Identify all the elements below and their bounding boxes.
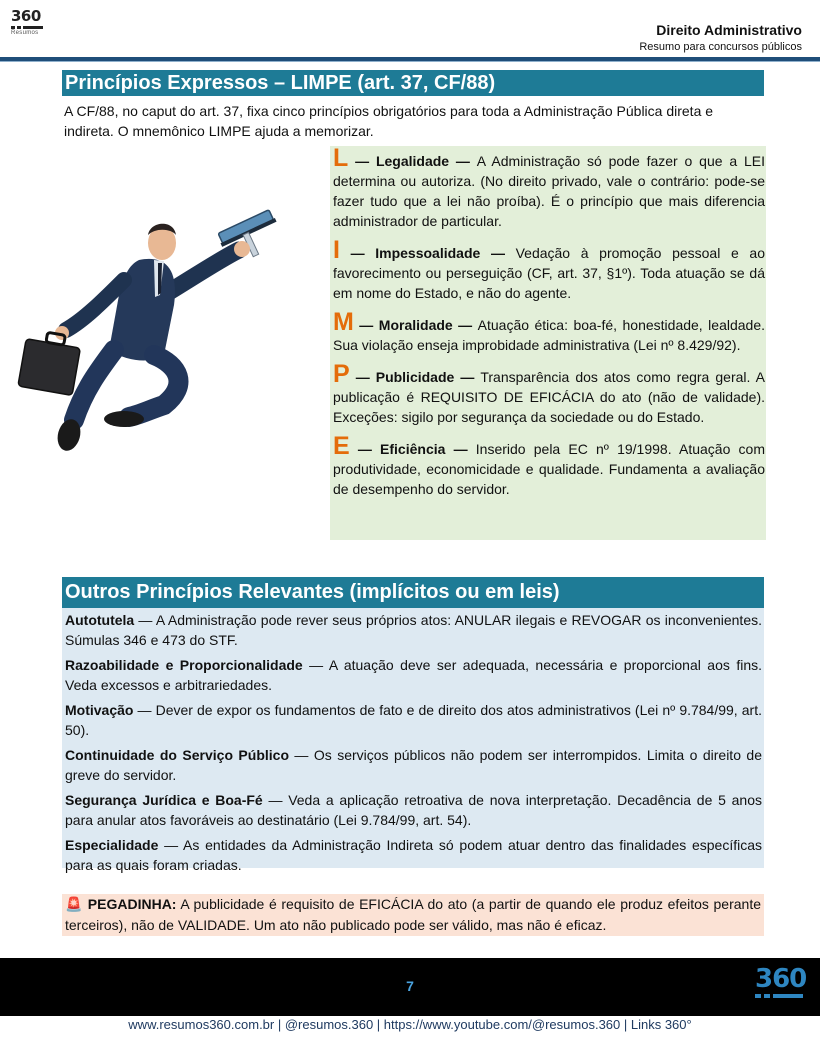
principio-label: Continuidade do Serviço Público: [65, 747, 289, 763]
principio-especialidade: [65, 835, 762, 875]
logo-number: 360: [11, 7, 41, 25]
limpe-text: A Administração só pode fazer o que a LEI determina ou autoriza. (No direito privado, vale o contrário: pode-se fazer tudo que a lei não proíba). É o princípio que mais diferencia administrador de particular.: [333, 153, 765, 229]
footer-logo-dots-icon: [755, 994, 807, 998]
logo-subtitle: Resumos: [11, 30, 39, 36]
pegadinha-label: PEGADINHA:: [87, 896, 177, 912]
limpe-item-impessoalidade: [333, 236, 765, 303]
principio-text: — Dever de expor os fundamentos de fato e de direito dos atos administrativos (Lei nº 9.784/99, art. 50).: [65, 702, 762, 738]
header-subtitle: Resumo para concursos públicos: [639, 41, 802, 53]
principio-text: — Veda a aplicação retroativa de nova interpretação. Decadência de 5 anos para anular atos favoráveis ao destinatário (Lei 9.784/99, art. 54).: [65, 792, 762, 828]
limpe-letter: P: [333, 360, 350, 388]
principio-continuidade: [65, 745, 762, 785]
principio-label: Razoabilidade e Proporcionalidade: [65, 657, 303, 673]
principio-text: — Os serviços públicos não podem ser interrompidos. Limita o direito de greve do servidor.: [65, 747, 762, 783]
limpe-letter: I: [333, 236, 340, 264]
principio-label: Motivação: [65, 702, 134, 718]
limpe-label: — Eficiência —: [349, 441, 476, 457]
footer-logo-number: 360: [755, 964, 807, 994]
limpe-item-legalidade: [333, 144, 765, 231]
principio-label: Autotutela: [65, 612, 135, 628]
principio-autotutela: [65, 610, 762, 650]
section-title-limpe: Princípios Expressos – LIMPE (art. 37, CF/88): [62, 70, 764, 96]
principio-seguranca-juridica: [65, 790, 762, 830]
limpe-item-publicidade: [333, 360, 765, 427]
limpe-label: — Legalidade —: [348, 153, 477, 169]
limpe-text: Transparência dos atos como regra geral. A publicação é REQUISITO DE EFICÁCIA do ato (não de validade). Exceções: sigilo por segurança da sociedade ou do Estado.: [333, 369, 765, 425]
limpe-text: Vedação à promoção pessoal e ao favorecimento ou perseguição (CF, art. 37, §1º). Toda atuação se dá em nome do Estado, e não do agente.: [333, 245, 765, 301]
businessman-with-briefcase-and-squeegee-icon: [14, 205, 314, 470]
principio-text: — A Administração pode rever seus próprios atos: ANULAR ilegais e REVOGAR os inconvenientes. Súmulas 346 e 473 do STF.: [65, 612, 762, 648]
page-number: 7: [406, 978, 414, 994]
limpe-text: Inserido pela EC nº 19/1998. Atuação com produtividade, economicidade e qualidade. Fundamenta a avaliação de desempenho do servidor.: [333, 441, 765, 497]
limpe-label: — Moralidade —: [353, 317, 478, 333]
principio-text: — As entidades da Administração Indireta só podem atuar dentro das finalidades específicas para as quais foram criadas.: [65, 837, 762, 873]
header-divider-thin: [0, 61, 820, 62]
principio-text: — A atuação deve ser adequada, necessária e proporcional aos fins. Veda excessos e arbitrariedades.: [65, 657, 762, 693]
limpe-item-eficiencia: [333, 432, 765, 499]
header-title: Direito Administrativo: [656, 22, 802, 38]
limpe-text: Atuação ética: boa-fé, honestidade, lealdade. Sua violação enseja improbidade administrativa (Lei nº 8.429/92).: [333, 317, 765, 353]
limpe-letter: M: [333, 308, 354, 336]
pegadinha-callout: [62, 894, 764, 936]
resumos360-logo: [11, 8, 45, 40]
footer-links[interactable]: www.resumos360.com.br | @resumos.360 | https://www.youtube.com/@resumos.360 | Links 360°: [128, 1017, 692, 1032]
siren-icon: 🚨: [65, 896, 84, 912]
limpe-intro: A CF/88, no caput do art. 37, fixa cinco princípios obrigatórios para toda a Administração Pública direta e indireta. O mnemônico LIMPE ajuda a memorizar.: [64, 103, 714, 139]
section-title-outros: Outros Princípios Relevantes (implícitos ou em leis): [62, 577, 764, 608]
principio-motivacao: [65, 700, 762, 740]
pegadinha-text: A publicidade é requisito de EFICÁCIA do ato (a partir de quando ele produz efeitos perante terceiros), não de VALIDADE. Um ato não publicado pode ser válido, mas não é eficaz.: [65, 896, 761, 933]
footer-logo: [755, 966, 807, 1006]
page-footer: [0, 958, 820, 1016]
outros-principios-box: [62, 608, 764, 873]
limpe-item-moralidade: [333, 308, 765, 355]
page-header: [0, 0, 820, 62]
principio-label: Especialidade: [65, 837, 159, 853]
limpe-box: [330, 146, 766, 540]
limpe-letter: L: [333, 144, 349, 172]
logo-dots-icon: [11, 26, 45, 29]
limpe-label: — Impessoalidade —: [339, 245, 516, 261]
limpe-label: — Publicidade —: [349, 369, 481, 385]
principio-razoabilidade: [65, 655, 762, 695]
limpe-letter: E: [333, 432, 350, 460]
principio-label: Segurança Jurídica e Boa-Fé: [65, 792, 263, 808]
